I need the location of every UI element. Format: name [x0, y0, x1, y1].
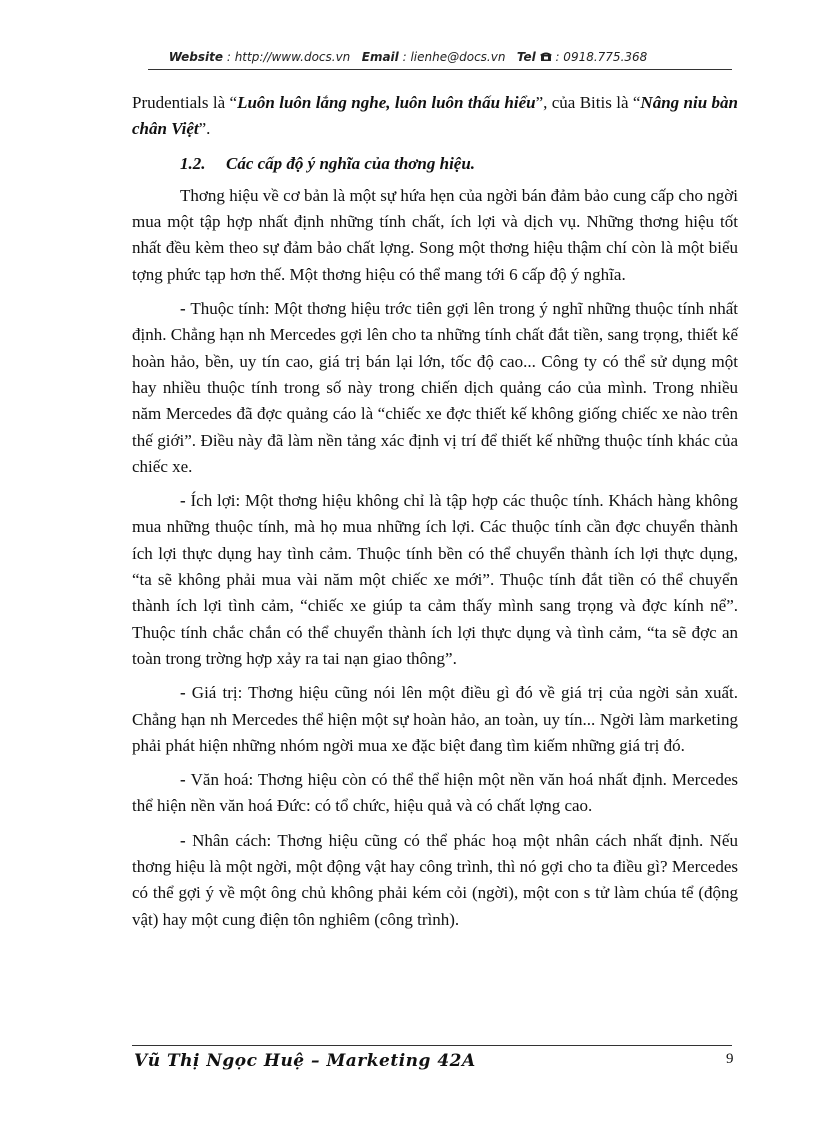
- paragraph-intro: [132, 90, 738, 143]
- intro-text-e: ”.: [198, 119, 211, 139]
- footer-author: Vũ Thị Ngọc Huệ – Marketing 42A: [134, 1051, 476, 1071]
- website-value: : http://www.docs.vn: [226, 50, 351, 64]
- footer-rule: [132, 1045, 732, 1046]
- paragraph-1: Thơng hiệu về cơ bản là một sự hứa hẹn của ngời bán đảm bảo cung cấp cho ngời mua một tập hợp nhất định những tính chất, ích lợi và dịch vụ. Những thơng hiệu tốt nhất đều kèm theo sự đảm bảo chất lợng. Song một thơng hiệu thậm chí còn là một biểu tợng phức tạp hơn thế. Một thơng hiệu có thể mang tới 6 cấp độ ý nghĩa.: [132, 185, 738, 284]
- page-number: 9: [726, 1051, 734, 1067]
- bullet-culture: - Văn hoá: Thơng hiệu còn có thể thể hiện một nền văn hoá nhất định. Mercedes thể hiện nền văn hoá Đức: có tổ chức, hiệu quả và có chất lợng cao.: [132, 767, 738, 820]
- bullet-benefits: - Ích lợi: Một thơng hiệu không chỉ là tập hợp các thuộc tính. Khách hàng không mua những thuộc tính, mà họ mua những ích lợi. Các thuộc tính cần đợc chuyển thành ích lợi thực dụng hay tình cảm. Thuộc tính bền có thể chuyển thành ích lợi thực dụng, “ta sẽ không phải mua vài năm một chiếc xe mới”. Thuộc tính đắt tiền có thể chuyển thành ích lợi tình cảm, “chiếc xe giúp ta cảm thấy mình sang trọng và đợc kính nể”. Thuộc tính chắc chắn có thể chuyển thành ích lợi thực dụng và tình cảm, “ta sẽ đợc an toàn trong trờng hợp xảy ra tai nạn giao thông”.: [132, 488, 738, 672]
- page-header: [0, 50, 816, 64]
- section-heading: [180, 151, 738, 177]
- bullet-personality: - Nhân cách: Thơng hiệu cũng có thể phác hoạ một nhân cách nhất định. Nếu thơng hiệu là một ngời, một động vật hay công trình, thì nó gợi cho ta điều gì? Mercedes có thể gợi ý về một ông chủ không phải kém cỏi (ngời), một con s tử làm chúa tể (động vật) hay một cung điện tôn nghiêm (công trình).: [132, 828, 738, 933]
- email-value: : lienhe@docs.vn: [402, 50, 506, 64]
- intro-text-c: ”, của Bitis là “: [535, 93, 641, 112]
- tel-label: Tel: [516, 50, 536, 64]
- email-label: Email: [361, 50, 399, 64]
- tel-value: : 0918.775.368: [555, 50, 648, 64]
- intro-slogan-prudentials: Luôn luôn lắng nghe, luôn luôn thấu hiểu: [237, 93, 536, 112]
- bullet-attributes: - Thuộc tính: Một thơng hiệu trớc tiên gợi lên trong ý nghĩ những thuộc tính nhất định. Chẳng hạn nh Mercedes gợi lên cho ta những tính chất đắt tiền, sang trọng, thiết kế hoàn hảo, bền, uy tín cao, giá trị bán lại lớn, tốc độ cao... Công ty có thể sử dụng một hay nhiều thuộc tính trong số này trong chiến dịch quảng cáo của mình. Trong nhiều năm Mercedes đã đợc quảng cáo là “chiếc xe đợc thiết kế không giống chiếc xe nào trên thế giới”. Điều này đã làm nền tảng xác định vị trí để thiết kế những thuộc tính khác của chiếc xe.: [132, 296, 738, 480]
- website-label: Website: [168, 50, 224, 64]
- intro-text-a: Prudentials là “: [132, 93, 238, 112]
- bullet-values: - Giá trị: Thơng hiệu cũng nói lên một điều gì đó về giá trị của ngời sản xuất. Chẳng hạn nh Mercedes thể hiện một sự hoàn hảo, an toàn, uy tín... Ngời làm marketing phải phát hiện những nhóm ngời mua xe đặc biệt đang tìm kiếm những giá trị đó.: [132, 680, 738, 759]
- header-rule: [148, 69, 732, 70]
- intro-slogan-bitis: Nâng niu bàn chân Việt: [132, 93, 738, 139]
- document-body: [132, 90, 738, 941]
- phone-icon: [540, 50, 556, 64]
- section-number: 1.2.: [180, 153, 206, 173]
- section-title: Các cấp độ ý nghĩa của thơng hiệu.: [226, 153, 476, 173]
